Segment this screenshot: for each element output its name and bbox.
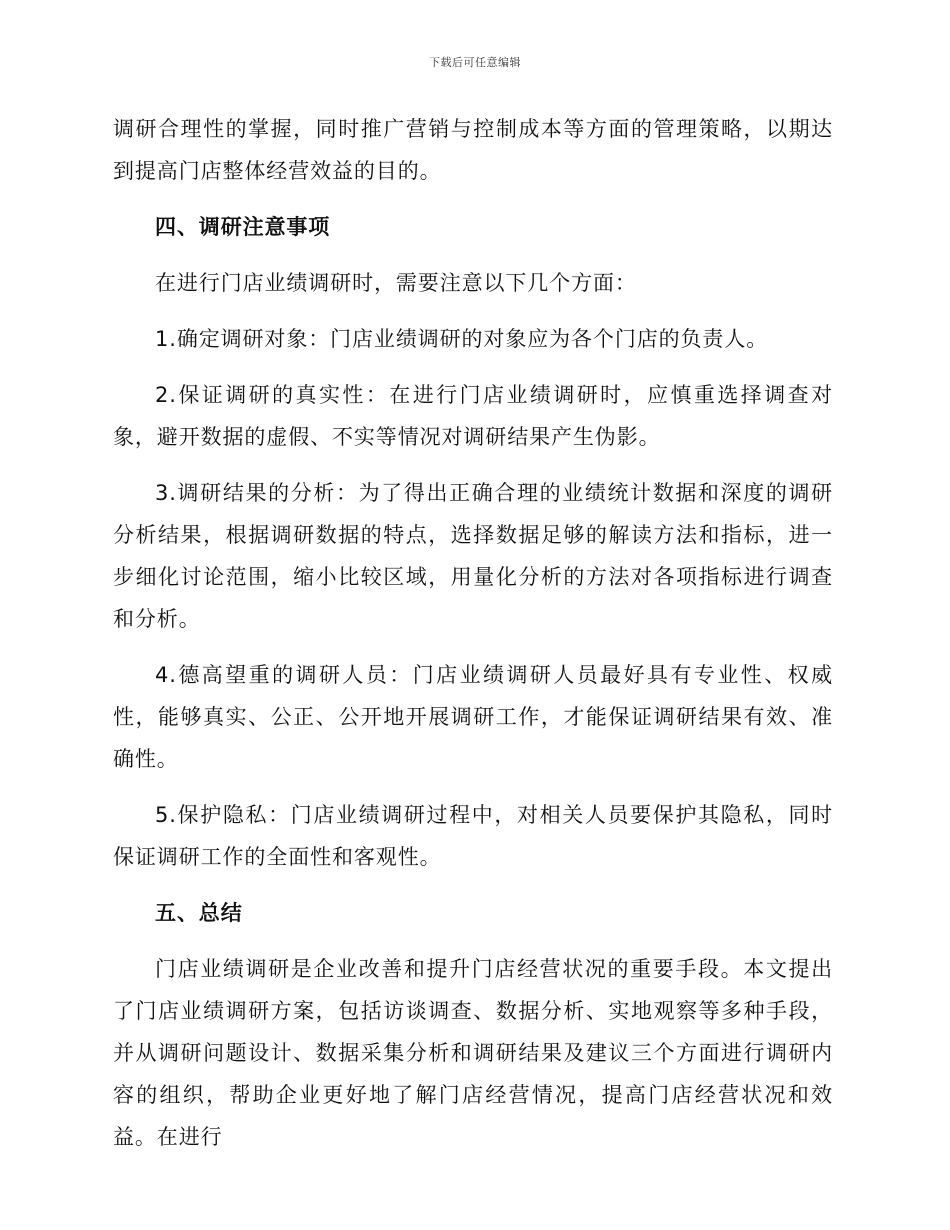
- list-item-5: 5.保护隐私：门店业绩调研过程中，对相关人员要保护其隐私，同时保证调研工作的全面性和客观性。: [113, 803, 833, 869]
- document-body: [113, 108, 833, 1158]
- section-heading-4: 四、调研注意事项: [155, 215, 331, 239]
- list-item-1: 1.确定调研对象：门店业绩调研的对象应为各个门店的负责人。: [155, 327, 769, 351]
- summary-paragraph: 门店业绩调研是企业改善和提升门店经营状况的重要手段。本文提出了门店业绩调研方案，包括访谈调查、数据分析、实地观察等多种手段，并从调研问题设计、数据采集分析和调研结果及建议三个方面进行调研内容的组织，帮助企业更好地了解门店经营情况，提高门店经营状况和效益。在进行: [113, 957, 833, 1149]
- intro-paragraph: 调研合理性的掌握，同时推广营销与控制成本等方面的管理策略，以期达到提高门店整体经营效益的目的。: [113, 117, 833, 183]
- section-heading-5: 五、总结: [155, 901, 243, 925]
- list-item-4: 4.德高望重的调研人员：门店业绩调研人员最好具有专业性、权威性，能够真实、公正、公开地开展调研工作，才能保证调研结果有效、准确性。: [113, 663, 833, 771]
- list-item-2: 2.保证调研的真实性：在进行门店业绩调研时，应慎重选择调查对象，避开数据的虚假、不实等情况对调研结果产生伪影。: [113, 383, 833, 449]
- page-header: 下载后可任意编辑: [429, 56, 521, 69]
- list-item-3: 3.调研结果的分析：为了得出正确合理的业绩统计数据和深度的调研分析结果，根据调研数据的特点，选择数据足够的解读方法和指标，进一步细化讨论范围，缩小比较区域，用量化分析的方法对各项指标进行调查和分析。: [113, 481, 833, 631]
- lead-paragraph: 在进行门店业绩调研时，需要注意以下几个方面：: [155, 271, 637, 295]
